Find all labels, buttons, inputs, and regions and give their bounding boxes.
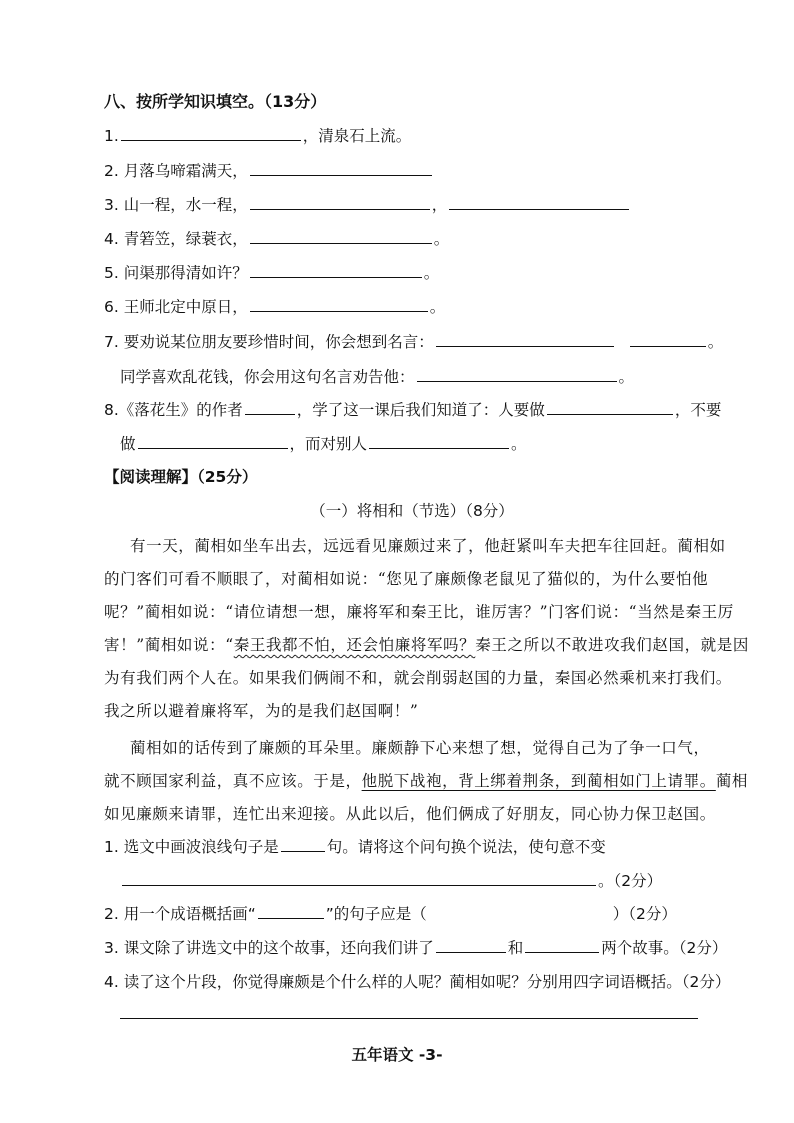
q8-8-text-e: ，而对别人 [289,435,368,453]
q8-8-blank-3[interactable] [369,434,509,449]
q8-7-text: 7. 要劝说某位朋友要珍惜时间，你会想到名言： [104,333,434,351]
rq3-blank-2[interactable] [525,938,599,953]
q8-6-text: 6. 王师北定中原日， [104,298,248,316]
q8-8-text-d: 做 [120,435,136,453]
q8-7-blank-1[interactable] [436,332,614,347]
rq1-blank-type[interactable] [281,837,325,852]
rq1-answer-line [120,870,662,892]
q8-8-blank-1[interactable] [547,400,673,415]
q8-8-text-b: ，学了这一课后我们知道了：人要做 [296,401,545,419]
q8-7b-blank[interactable] [417,367,617,382]
q8-8b-line [120,433,527,455]
rq2-blank-marker[interactable] [258,904,324,919]
passage-p2-line2 [104,770,748,792]
q8-3-text: 3. 山一程，水一程， [104,196,248,214]
rq3-text-c: 两个故事。（2分） [601,939,728,957]
q8-3-blank-2[interactable] [449,195,629,210]
passage-p1-line4-a: 害！”蔺相如说：“ [104,636,234,654]
q8-8-text-f: 。 [511,435,527,453]
rq2-text-c: ）（2分） [612,905,677,923]
passage-p1-line5: 为有我们两个人在。如果我们俩闹不和，就会削弱赵国的力量，秦国必然乘机来打我们。 [104,669,732,687]
passage-p1-line6: 我之所以避着廉将军，为的是我们赵国啊！” [104,702,419,720]
page-footer: 五年语文 -3- [351,1046,443,1064]
rq4-line: 4. 读了这个片段，你觉得廉颇是个什么样的人呢？蔺相如呢？分别用四字词语概括。（2分） [104,973,731,991]
q8-1-blank[interactable] [121,126,301,141]
q8-3-line [104,194,631,216]
q8-6-end: 。 [429,298,446,316]
rq3-line [104,937,727,959]
rq2-line [104,903,677,925]
passage-p2-line1: 蔺相如的话传到了廉颇的耳朵里。廉颇静下心来想了想，觉得自己为了争一口气， [130,739,710,757]
q8-3-blank-1[interactable] [250,195,430,210]
rq4-answer-line[interactable] [120,1018,698,1019]
q8-2-blank[interactable] [250,161,432,176]
q8-5-line [104,262,439,284]
q8-1-number: 1. [104,127,119,145]
q8-4-line [104,228,449,250]
rq3-text-b: 和 [507,939,524,957]
q8-7b-text: 同学喜欢乱花钱，你会用这句名言劝告他： [120,368,415,386]
passage-p2-line3: 如见廉颇来请罪，连忙出来迎接。从此以后，他们俩成了好朋友，同心协力保卫赵国。 [104,805,716,823]
q8-7-blank-2[interactable] [630,332,706,347]
q8-4-text: 4. 青箬笠，绿蓑衣， [104,230,248,248]
reading-subtitle: （一）将相和（节选）（8分） [310,502,514,520]
q8-2-line [104,160,434,182]
q8-7-end: 。 [707,333,724,351]
q8-4-end: 。 [433,230,450,248]
passage-p1-line3: 呢？”蔺相如说：“请位请想一想，廉将军和秦王比，谁厉害？”门客们说：“当然是秦王厉 [104,603,734,621]
rq1-end: 。（2分） [598,872,663,890]
q8-1-line [104,125,411,147]
passage-p1-line4-b: 秦王之所以不敢进攻我们赵国，就是因 [475,636,749,654]
q8-4-blank[interactable] [250,229,432,244]
rq1-line [104,836,606,858]
q8-7b-line [120,366,634,388]
q8-6-line [104,296,445,318]
q8-6-blank[interactable] [250,297,428,312]
wavy-underlined-sentence: 秦王我都不怕，还会怕廉将军吗？ [233,636,476,654]
q8-8-text-a: 8.《落花生》的作者 [104,401,243,419]
passage-p1-line4 [104,634,749,656]
q8-5-text: 5. 问渠那得清如许？ [104,264,248,282]
rq3-blank-1[interactable] [436,938,506,953]
q8-8-text-c: ，不要 [674,401,722,419]
rq2-text-b: ”的句子应是（ [325,905,427,923]
straight-underlined-sentence: 他脱下战袍，背上绑着荆条，到蔺相如门上请罪。 [361,772,716,790]
passage-p1-line2: 的门客们可看不顺眼了，对蔺相如说：“您见了廉颇像老鼠见了猫似的，为什么要怕他 [104,570,709,588]
passage-p2-line2-b: 蔺相 [715,772,749,790]
reading-header: 【阅读理解】（25分） [104,468,258,486]
passage-p1-line1: 有一天，蔺相如坐车出去，远远看见廉颇过来了，他赶紧叫车夫把车往回赶。蔺相如 [130,537,726,555]
rq1-text-a: 1. 选文中画波浪线句子是 [104,838,279,856]
q8-8-blank-author[interactable] [245,400,295,415]
q8-8-line [104,399,721,421]
q8-3-sep: ， [431,196,448,214]
rq2-text-a: 2. 用一个成语概括画“ [104,905,256,923]
q8-1-text: ，清泉石上流。 [302,127,412,145]
rq3-text-a: 3. 课文除了讲选文中的这个故事，还向我们讲了 [104,939,434,957]
q8-7-line [104,331,723,353]
q8-5-blank[interactable] [250,263,422,278]
q8-8-blank-2[interactable] [138,434,288,449]
q8-7b-end: 。 [618,368,635,386]
section8-title: 八、按所学知识填空。（13分） [104,92,327,111]
rq1-text-b: 句。请将这个问句换个说法，使句意不变 [326,838,606,856]
passage-p2-line2-a: 就不顾国家利益，真不应该。于是， [104,772,362,790]
rq1-blank-answer[interactable] [122,871,596,886]
q8-2-text: 2. 月落乌啼霜满天， [104,162,248,180]
q8-5-end: 。 [423,264,440,282]
